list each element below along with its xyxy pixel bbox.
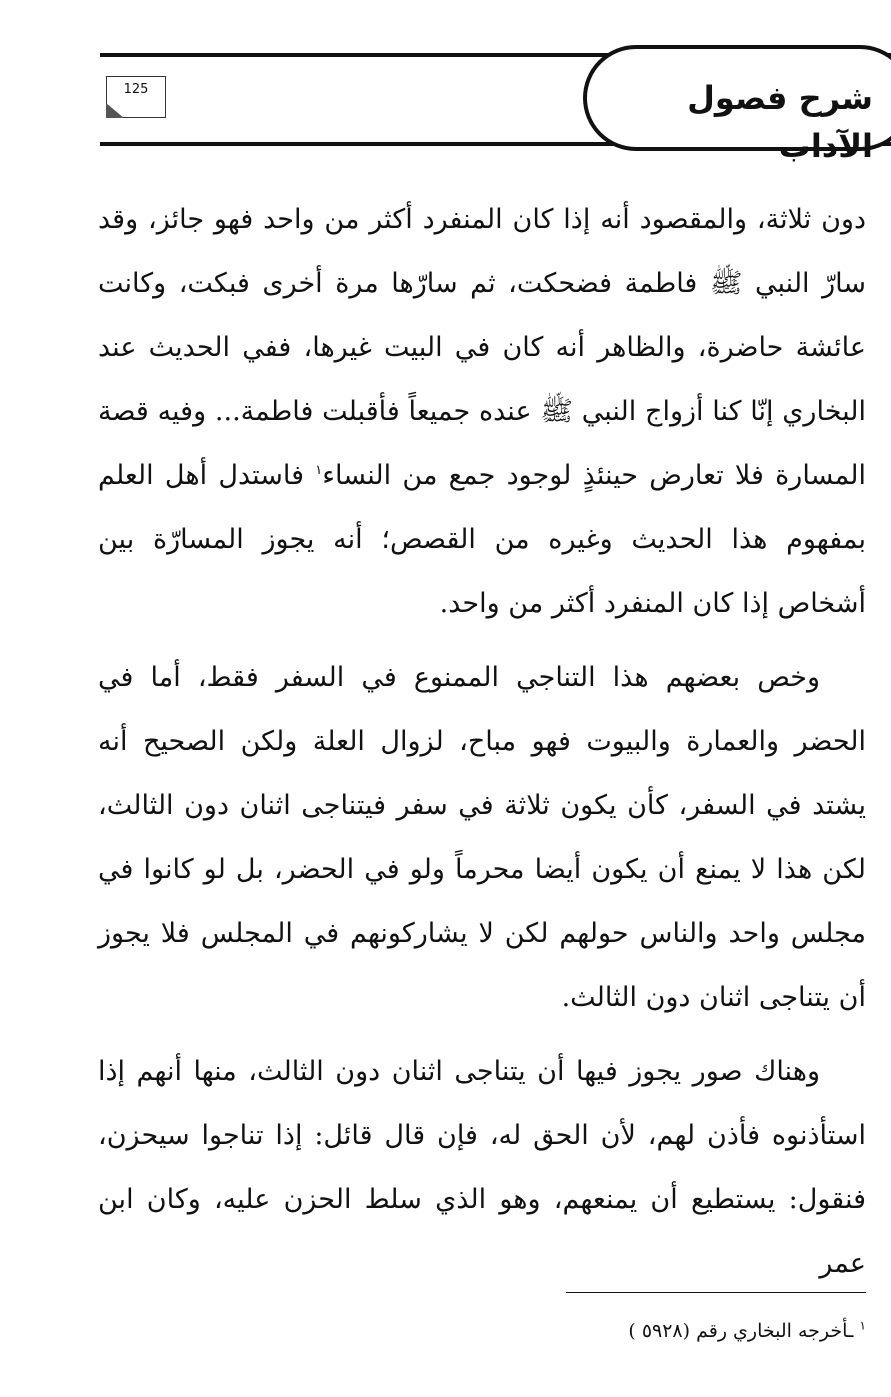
footnote — [300, 1316, 866, 1346]
footnote-separator — [566, 1292, 866, 1293]
paragraph — [98, 188, 866, 636]
page-number: 125 — [123, 82, 149, 97]
main-text — [98, 188, 866, 1306]
paragraph: وخص بعضهم هذا التناجي الممنوع في السفر فقط، أما في الحضر والعمارة والبيوت فهو مباح، لزوال العلة ولكن الصحيح أنه يشتد في السفر، كأن يكون ثلاثة في سفر فيتناجى اثنان دون الثالث، لكن هذا لا يمنع أن يكون أيضا محرماً ولو في الحضر، بل لو كانوا في مجلس واحد والناس حولهم لكن لا يشاركونهم في المجلس فلا يجوز أن يتناجى اثنان دون الثالث. — [98, 662, 866, 1013]
paragraph-text: دون ثلاثة، والمقصود أنه إذا كان المنفرد أكثر من واحد فهو جائز، وقد سارّ النبي ﷺ فاطمة فضحكت، ثم سارّها مرة أخرى فبكت، وكانت عائشة حاضرة، والظاهر أنه كان في البيت غيرها، ففي الحديث عند البخاري إنّا كنا أزواج النبي ﷺ عنده جميعاً فأقبلت فاطمة... وفيه قصة المسارة فلا تعارض حينئذٍ لوجود جمع من النساء — [98, 204, 866, 491]
paragraph-text: فاستدل أهل العلم بمفهوم هذا الحديث وغيره من القصص؛ أنه يجوز المسارّة بين أشخاص إذا كان المنفرد أكثر من واحد. — [98, 460, 866, 619]
page-corner-fold-icon — [106, 103, 124, 118]
footnote-number: ١ — [859, 1318, 866, 1333]
footnote-text: ـأخرجه البخاري رقم (٥٩٢٨ ) — [628, 1320, 860, 1342]
paragraph: وهناك صور يجوز فيها أن يتناجى اثنان دون الثالث، منها أنهم إذا استأذنوه فأذن لهم، لأن الحق له، فإن قال قائل: إذا تناجوا سيحزن، فنقول: يستطيع أن يمنعهم، وهو الذي سلط الحزن عليه، وكان ابن عمر — [98, 1056, 866, 1279]
book-title: شرح فصول الآداب — [687, 79, 873, 165]
footnote-reference[interactable]: ١ — [315, 463, 323, 478]
